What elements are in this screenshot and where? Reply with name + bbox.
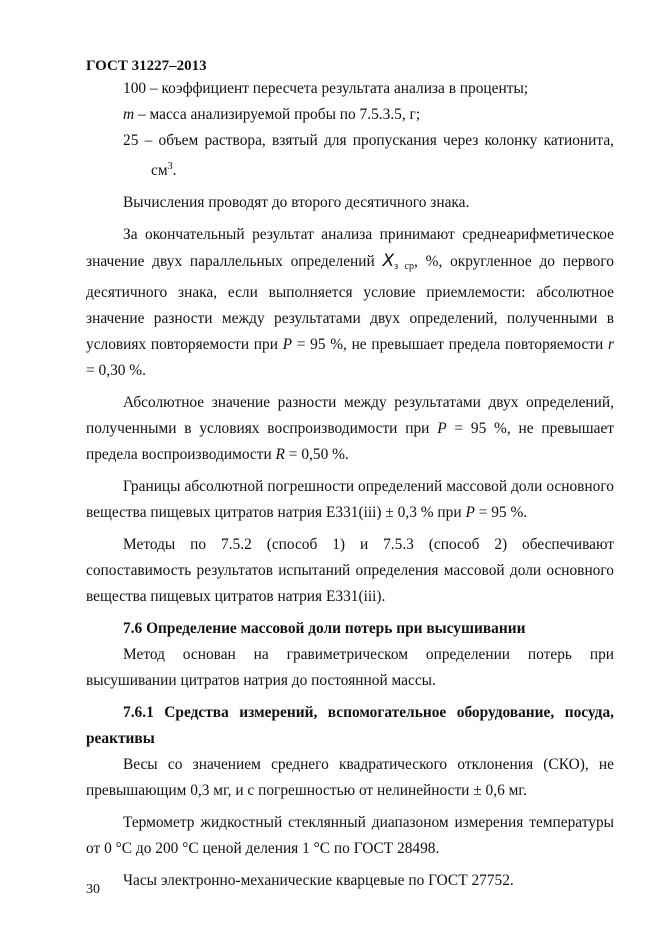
abs-text-b: = 95 %, не превышает предела воспроизводимости (86, 420, 614, 463)
term-25-text: 25 – объем раствора, взятый для пропускания через колонку катионита, см (123, 132, 614, 179)
final-text-c: = 95 %, не превышает предела повторяемости (292, 336, 608, 353)
symbol-r: r (608, 336, 614, 353)
page-number: 30 (86, 882, 100, 897)
document-header: ГОСТ 31227–2013 (86, 58, 207, 74)
paragraph-final-result (86, 222, 614, 384)
formula-term-100: 100 – коэффициент пересчета результата анализа в проценты; (123, 80, 529, 97)
paragraph-clock: Часы электронно-механические кварцевые по ГОСТ 27752. (123, 872, 514, 889)
abs-text-c: = 0,50 %. (284, 446, 349, 463)
final-text-d: = 0,30 %. (86, 362, 146, 379)
paragraph-reproducibility (86, 390, 614, 468)
symbol-x-subscript: з ср (394, 261, 414, 272)
formula-term-25 (86, 128, 614, 184)
abs-text-a: Абсолютное значение разности между результатами двух определений, полученными в условиях воспроизводимости при (86, 394, 614, 437)
term-m-text: – масса анализируемой пробы по 7.5.3.5, г; (134, 106, 421, 123)
symbol-x: X (382, 251, 395, 271)
symbol-p: P (282, 336, 293, 353)
unit-superscript: 3 (167, 161, 173, 172)
term-25-end: . (172, 162, 177, 179)
bounds-text-a: Границы абсолютной погрешности определений массовой доли основного вещества пищевых цитратов натрия Е331(iii) ± 0,3 % при (86, 478, 614, 521)
symbol-m: m (123, 106, 135, 123)
paragraph-error-bounds (86, 474, 614, 526)
paragraph-scales: Весы со значением среднего квадратического отклонения (СКО), не превышающим 0,3 мг, и с погрешностью от нелинейности ± 0,6 мг. (86, 756, 614, 799)
paragraph-methods: Методы по 7.5.2 (способ 1) и 7.5.3 (способ 2) обеспечивают сопоставимость результатов испытаний определения массовой доли основного вещества пищевых цитратов натрия Е331(iii). (86, 536, 614, 605)
final-text-a: За окончательный результат анализа принимают среднеарифметическое значение двух параллельных определений (86, 226, 614, 270)
formula-term-m (86, 102, 614, 128)
final-text-b: , %, округленное до первого десятичного знака, если выполняется условие приемлемости: абсолютное значение разности между результатами двух определений, полученными в условиях повторяемости при (86, 253, 614, 353)
section-heading-7-6: 7.6 Определение массовой доли потерь при высушивании (123, 620, 526, 637)
symbol-p: P (437, 420, 447, 437)
paragraph-thermometer: Термометр жидкостный стеклянный диапазоном измерения температуры от 0 °С до 200 °С ценой деления 1 °С по ГОСТ 28498. (86, 814, 614, 857)
page-body (86, 76, 614, 894)
symbol-r-capital: R (275, 446, 285, 463)
symbol-p: P (465, 504, 475, 521)
paragraph-method-description: Метод основан на гравиметрическом определении потерь при высушивании цитратов натрия до постоянной массы. (86, 646, 614, 689)
paragraph-calc: Вычисления проводят до второго десятичного знака. (123, 194, 470, 211)
section-heading-7-6-1: 7.6.1 Средства измерений, вспомогательное оборудование, посуда, реактивы (86, 704, 614, 747)
bounds-text-b: = 95 %. (474, 504, 528, 521)
